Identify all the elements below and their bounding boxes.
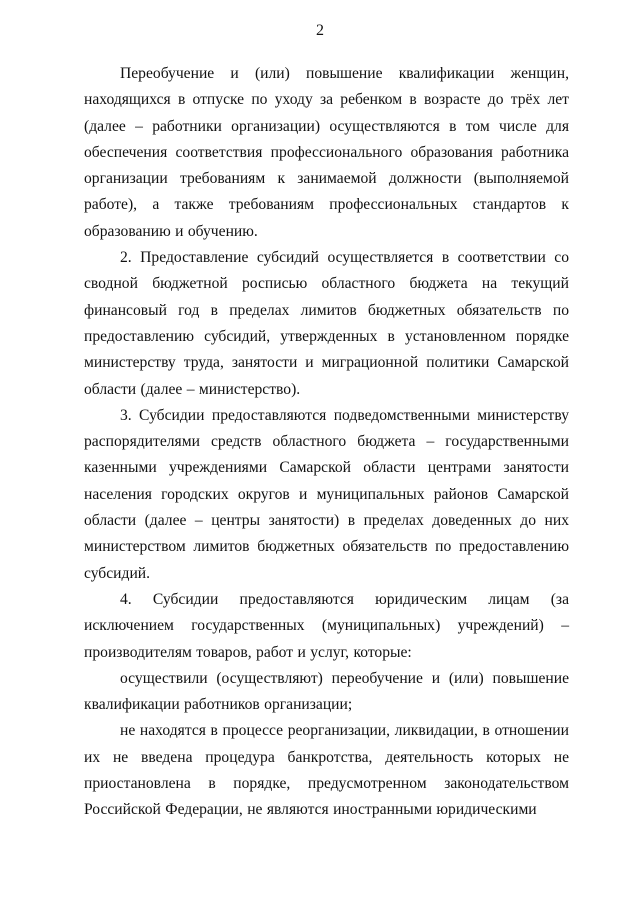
paragraph-4-eligible-entities: 4. Субсидии предоставляются юридическим лицам (за исключением государственных (муниципальных) учреждений) – производителям товаров, работ и услуг, которые:: [84, 590, 569, 661]
paragraph-3-subsidy-distributors: 3. Субсидии предоставляются подведомственными министерству распорядителями средств областного бюджета – государственными казенными учреждениями Самарской области центрами занятости населения городских округов и муниципальных районов Самарской области (далее – центры занятости) в пределах доведенных до них министерством лимитов бюджетных обязательств по предоставлению субсидий.: [84, 406, 569, 582]
paragraph-2-subsidy-provision: 2. Предоставление субсидий осуществляется в соответствии со сводной бюджетной росписью областного бюджета на текущий финансовый год в пределах лимитов бюджетных обязательств по предоставлению субсидий, утвержденных в установленном порядке министерству труда, занятости и миграционной политики Самарской области (далее – министерство).: [84, 249, 569, 398]
paragraph-condition-not-bankrupt: не находятся в процессе реорганизации, ликвидации, в отношении их не введена процедура банкротства, деятельность которых не приостановлена в порядке, предусмотренном законодательством Российской Федерации, не являются иностранными юридическими: [84, 722, 569, 819]
paragraph-retraining-purpose: Переобучение и (или) повышение квалификации женщин, находящихся в отпуске по уходу за ребенком в возрасте до трёх лет (далее – работники организации) осуществляются в том числе для обеспечения соответствия профессионального образования работника организации требованиям к занимаемой должности (выполняемой работе), а также требованиям профессиональных стандартов к образованию и обучению.: [84, 65, 569, 240]
paragraph-condition-retraining: осуществили (осуществляют) переобучение и (или) повышение квалификации работников организации;: [84, 669, 569, 714]
page-number: 2: [316, 22, 324, 39]
document-body: [84, 61, 569, 824]
